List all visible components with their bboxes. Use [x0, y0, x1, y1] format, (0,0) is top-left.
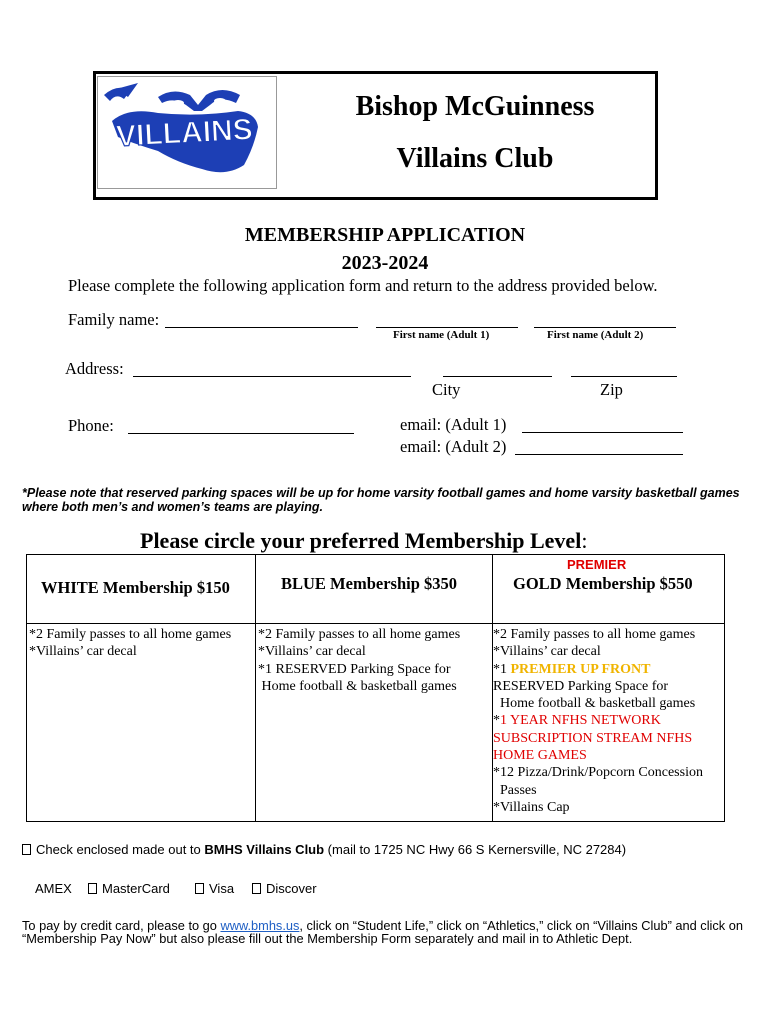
- form-year: 2023-2024: [341, 252, 429, 274]
- email-adult1-label: email: (Adult 1): [400, 415, 507, 434]
- discover-option: [252, 881, 317, 896]
- check-payee: BMHS Villains Club: [204, 842, 325, 857]
- premier-label: PREMIER: [567, 557, 627, 572]
- address-label: Address:: [65, 359, 124, 378]
- amex-label: AMEX: [35, 881, 72, 896]
- first-name-adult2-label: First name (Adult 2): [547, 329, 644, 341]
- mastercard-option: [88, 881, 170, 896]
- visa-option: [195, 881, 234, 896]
- zip-field[interactable]: [571, 360, 677, 377]
- visa-label: Visa: [209, 881, 235, 896]
- discover-checkbox[interactable]: [252, 883, 261, 894]
- membership-levels-table: [26, 554, 725, 822]
- zip-label: Zip: [600, 380, 623, 399]
- benefit-item: Home football & basketball games: [493, 696, 696, 712]
- phone-label: Phone:: [68, 416, 114, 435]
- form-title: MEMBERSHIP APPLICATION: [244, 224, 526, 246]
- check-option: [22, 842, 626, 857]
- bmhs-website-link[interactable]: www.bmhs.us: [220, 918, 300, 933]
- gold-benefits: [493, 626, 703, 816]
- blue-membership-option[interactable]: BLUE Membership $350: [281, 574, 458, 593]
- benefit-item: Passes: [493, 782, 537, 798]
- membership-level-heading: [140, 528, 587, 554]
- benefit-item: HOME GAMES: [493, 748, 587, 764]
- gold-membership-option[interactable]: GOLD Membership $550: [513, 574, 693, 593]
- membership-level-heading-colon: :: [581, 528, 588, 553]
- first-name-adult1-label: First name (Adult 1): [393, 329, 490, 341]
- city-label: City: [432, 380, 461, 399]
- benefit-item: *2 Family passes to all home games: [29, 627, 232, 642]
- email-adult1-field[interactable]: [522, 415, 683, 433]
- benefit-item: [493, 712, 703, 729]
- instructions: Please complete the following application form and return to the address provided below.: [68, 276, 658, 295]
- blue-benefits: [258, 626, 460, 695]
- check-checkbox[interactable]: [22, 844, 31, 855]
- school-name: Bishop McGuinness: [355, 91, 595, 122]
- benefit-item: *Villains’ car decal: [258, 644, 366, 660]
- benefit-item: *Villains Cap: [493, 799, 570, 815]
- benefit-item: *2 Family passes to all home games: [258, 627, 461, 642]
- parking-note: *Please note that reserved parking spaces will be up for home varsity football games and home varsity basketball games where both men’s and women’s teams are playing.: [22, 486, 740, 514]
- benefit-prefix: *1: [493, 661, 511, 677]
- benefit-item: [493, 661, 703, 678]
- white-benefits: [29, 626, 231, 661]
- benefit-item: Home football & basketball games: [258, 678, 457, 694]
- logo-wordmark: VILLAINS: [115, 113, 254, 154]
- city-field[interactable]: [443, 360, 552, 377]
- discover-label: Discover: [266, 881, 317, 896]
- mastercard-label: MasterCard: [102, 881, 170, 896]
- cc-text-start: To pay by credit card, please to go: [22, 918, 221, 933]
- premier-up-front-highlight: PREMIER UP FRONT: [510, 661, 651, 677]
- credit-card-instructions: [22, 919, 762, 945]
- email-adult2-field[interactable]: [515, 437, 683, 455]
- check-text: Check enclosed made out to: [36, 842, 205, 857]
- club-name: Villains Club: [396, 143, 554, 174]
- visa-checkbox[interactable]: [195, 883, 204, 894]
- benefit-item: SUBSCRIPTION STREAM NFHS: [493, 730, 693, 746]
- address-field[interactable]: [133, 360, 411, 377]
- check-mail-text: (mail to 1725 NC Hwy 66 S Kernersville, NC 27284): [324, 842, 627, 857]
- villains-logo: [97, 76, 277, 189]
- benefit-item: *Villains’ car decal: [493, 644, 601, 660]
- mastercard-checkbox[interactable]: [88, 883, 97, 894]
- membership-level-heading-text: Please circle your preferred Membership Level: [140, 528, 582, 553]
- benefit-item: *12 Pizza/Drink/Popcorn Concession: [493, 765, 703, 781]
- email-adult2-label: email: (Adult 2): [400, 437, 507, 456]
- white-membership-option[interactable]: WHITE Membership $150: [41, 578, 230, 597]
- nfhs-highlight: 1 YEAR NFHS NETWORK: [500, 713, 661, 729]
- phone-field[interactable]: [128, 417, 354, 434]
- benefit-item: RESERVED Parking Space for: [493, 678, 669, 694]
- family-name-label: Family name:: [68, 310, 160, 329]
- family-name-field[interactable]: [165, 311, 358, 328]
- first-name-adult2-field[interactable]: [534, 311, 676, 328]
- first-name-adult1-field[interactable]: [376, 311, 518, 328]
- benefit-item: *2 Family passes to all home games: [493, 627, 696, 642]
- benefit-item: *1 RESERVED Parking Space for: [258, 661, 451, 677]
- benefit-prefix: *: [493, 713, 500, 729]
- table-divider: [27, 623, 724, 624]
- table-divider: [255, 555, 256, 821]
- cc-text-end: , click on “Student Life,” click on “Athletics,” click on “Villains Club” and click on “Membership Pay Now” but also please fill out the Membership Form separately and mail in to Athletic Dept.: [22, 918, 743, 946]
- benefit-item: *Villains’ car decal: [29, 644, 137, 660]
